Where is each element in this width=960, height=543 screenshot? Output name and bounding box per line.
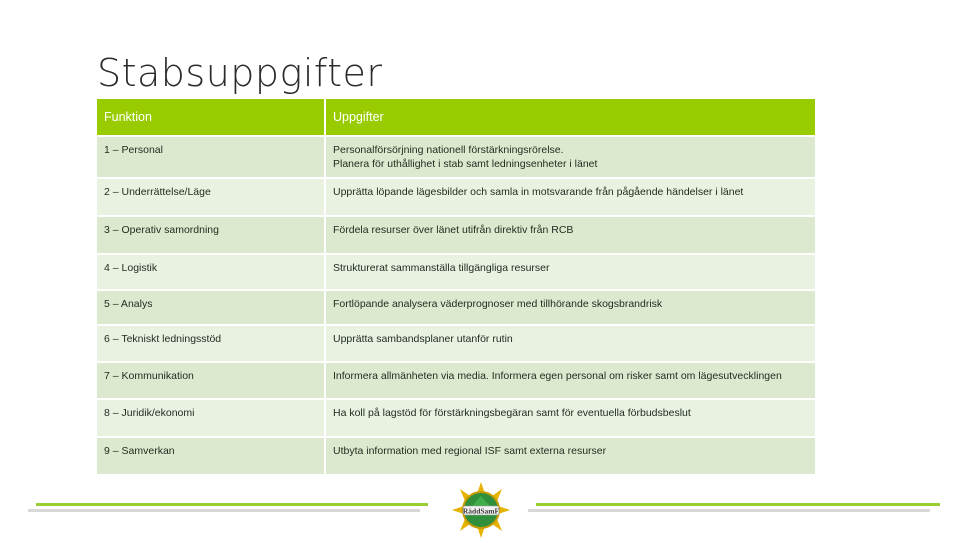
cell-line: Personalförsörjning nationell förstärkningsrörelse. <box>333 144 564 156</box>
slide-title: Stabsuppgifter <box>97 51 383 95</box>
cell-uppgifter <box>324 361 815 398</box>
table-header-row <box>97 99 815 135</box>
tasks-table <box>97 99 815 474</box>
footer-line-right <box>536 503 940 506</box>
cell-line: Fortlöpande analysera väderprognoser med tillhörande skogsbrandrisk <box>333 298 663 310</box>
header-uppgifter: Uppgifter <box>324 99 815 135</box>
table-row <box>97 253 815 289</box>
table-row <box>97 177 815 215</box>
cell-uppgifter <box>324 215 815 253</box>
cell-funktion: 1 – Personal <box>97 135 324 177</box>
cell-funktion: 2 – Underrättelse/Läge <box>97 177 324 215</box>
cell-funktion: 4 – Logistik <box>97 253 324 289</box>
cell-uppgifter <box>324 135 815 177</box>
cell-uppgifter <box>324 436 815 474</box>
logo-text: RäddSamF <box>462 506 500 516</box>
cell-funktion: 3 – Operativ samordning <box>97 215 324 253</box>
table-row <box>97 215 815 253</box>
cell-uppgifter <box>324 289 815 324</box>
cell-funktion: 9 – Samverkan <box>97 436 324 474</box>
table-row <box>97 135 815 177</box>
cell-funktion: 6 – Tekniskt ledningsstöd <box>97 324 324 361</box>
cell-uppgifter <box>324 398 815 436</box>
logo <box>452 482 510 538</box>
header-funktion: Funktion <box>97 99 324 135</box>
cell-line: Fördela resurser över länet utifrån direktiv från RCB <box>333 224 574 236</box>
cell-line: Ha koll på lagstöd för förstärkningsbegäran samt för eventuella förbudsbeslut <box>333 407 691 419</box>
cell-line: Upprätta löpande lägesbilder och samla in motsvarande från pågående händelser i länet <box>333 186 744 198</box>
footer-line-left <box>36 503 428 506</box>
cell-funktion: 8 – Juridik/ekonomi <box>97 398 324 436</box>
cell-line: Strukturerat sammanställa tillgängliga resurser <box>333 262 550 274</box>
cell-line: Upprätta sambandsplaner utanför rutin <box>333 333 513 345</box>
cell-funktion: 7 – Kommunikation <box>97 361 324 398</box>
table-row <box>97 324 815 361</box>
cell-uppgifter <box>324 253 815 289</box>
cell-line: Informera allmänheten via media. Informera egen personal om risker samt om lägesutvecklingen <box>333 370 782 382</box>
cell-line: Planera för uthållighet i stab samt ledningsenheter i länet <box>333 158 598 170</box>
table-row <box>97 398 815 436</box>
cell-line: Utbyta information med regional ISF samt externa resurser <box>333 445 607 457</box>
emblem-icon <box>452 482 510 538</box>
footer-line-right-shadow <box>528 509 930 512</box>
footer-line-left-shadow <box>28 509 420 512</box>
cell-funktion: 5 – Analys <box>97 289 324 324</box>
cell-uppgifter <box>324 177 815 215</box>
cell-uppgifter <box>324 324 815 361</box>
table-row <box>97 289 815 324</box>
table-row <box>97 361 815 398</box>
table-row <box>97 436 815 474</box>
